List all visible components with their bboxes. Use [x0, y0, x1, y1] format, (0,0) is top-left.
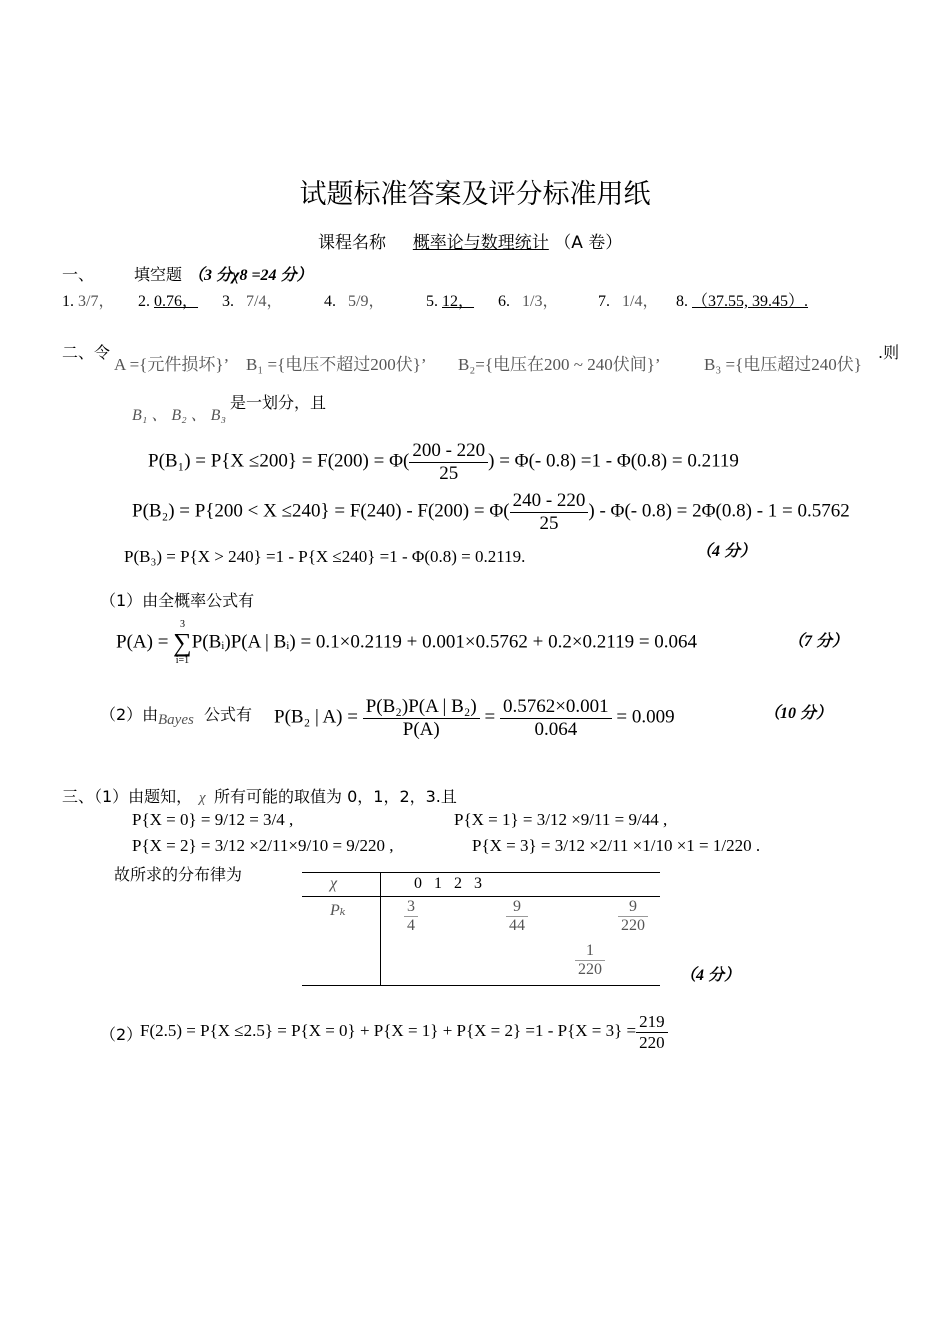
paper-label: （A 卷）	[554, 233, 623, 253]
section1-score: （3 分χ8 =24 分）	[188, 267, 313, 284]
event-b3-def: B₃ ={电压超过240伏}	[704, 355, 862, 374]
section2-score-3: （10 分）	[764, 705, 833, 722]
prob-x0: P{X = 0} = 9/12 = 3/4 ,	[132, 810, 294, 829]
answer-6: 6. 1/3，	[498, 293, 559, 310]
table-bottom-rule	[302, 985, 660, 986]
section3-part2-label: （2）	[100, 1025, 143, 1044]
section1-title: 填空题	[134, 265, 183, 284]
part1-label: （1）由全概率公式有	[100, 591, 255, 610]
bayes-word: Bayes	[158, 712, 194, 728]
event-a-def: A ={元件损坏}’	[114, 355, 230, 374]
section2-score-1: （4 分）	[696, 543, 757, 560]
course-line	[318, 228, 622, 253]
section2-score-2: （7 分）	[788, 633, 849, 650]
distribution-label: 故所求的分布律为	[114, 865, 243, 884]
event-b2-def: B₂={电压在200 ~ 240伏间}’	[458, 355, 661, 374]
partition-vars: B₁ 、 B₂ 、 B₃	[132, 407, 227, 424]
section3-x: χ	[199, 790, 206, 806]
prob-x1: P{X = 1} = 3/12 ×9/11 = 9/44 ,	[454, 810, 668, 829]
course-name: 概率论与数理统计	[412, 233, 549, 253]
table-vertical-rule	[380, 872, 381, 986]
distribution-table	[302, 872, 660, 986]
page-title: 试题标准答案及评分标准用纸	[299, 179, 651, 210]
total-probability-equation: P(A) = 3 ∑ i=1 P(Bᵢ)P(A | Bᵢ) = 0.1×0.2119 + 0.001×0.5762 + 0.2×0.2119 = 0.064	[116, 619, 698, 666]
answer-4: 4. 5/9，	[324, 293, 385, 310]
answer-8: 8. （37.55, 39.45）.	[676, 293, 809, 310]
section3-intro: 三、（1）由题知，	[62, 787, 193, 806]
partition-text: 是一划分，且	[230, 393, 327, 412]
answer-3: 3. 7/4，	[222, 293, 283, 310]
section1-number: 一、	[62, 265, 95, 284]
prob-x2: P{X = 2} = 3/12 ×2/11×9/10 = 9/220 ,	[132, 836, 394, 855]
table-prob-0: $\frac{3}{4}$	[404, 898, 418, 936]
part2-text: 公式有	[204, 705, 253, 724]
event-defs-tail: .则	[878, 343, 900, 362]
cdf-equation: F(2.5) = P{X ≤2.5} = P{X = 0} + P{X = 1} + P{X = 2} =1 - P{X = 3} = $\frac{219}{220}$	[140, 1012, 668, 1052]
answer-2: 2. 0.76，	[138, 293, 199, 310]
equation-pb1: P(B₁) = P{X ≤200} = F(200) = Φ( $\frac{200 - 220}{25}$ ) = Φ(- 0.8) =1 - Φ(0.8) = 0.2119	[148, 440, 739, 484]
table-header-rule	[302, 896, 660, 897]
event-b1-def: B₁ ={电压不超过200伏}’	[246, 355, 427, 374]
table-header-values: 0 1 2 3	[414, 875, 482, 892]
table-header-var: χ	[330, 875, 338, 892]
equation-pb3: P(B₃) = P{X > 240} =1 - P{X ≤240} =1 - Φ(0.8) = 0.2119.	[124, 547, 526, 566]
table-prob-1: $\frac{9}{44}$	[506, 898, 528, 936]
part2-label: （2）由	[100, 705, 159, 724]
table-prob-2: $\frac{9}{220}$	[618, 898, 648, 936]
prob-x3: P{X = 3} = 3/12 ×2/11 ×1/10 ×1 = 1/220 .	[472, 836, 761, 855]
bayes-equation: P(B₂ | A) = $\frac{\text{P(B₂)P(A | B₂)}}{P(A)}$ = $\frac{0.5762\times 0.001}{0.064}$ = 0.009	[274, 696, 675, 740]
answer-1: 1. 3/7，	[62, 293, 115, 310]
table-top-rule	[302, 872, 660, 873]
course-label: 课程名称	[318, 233, 386, 253]
table-row-label: Pₖ	[330, 902, 346, 919]
section3-score: （4 分）	[680, 967, 741, 984]
answer-7: 7. 1/4，	[598, 293, 659, 310]
section3-intro-tail: 所有可能的取值为 0，1，2，3.且	[214, 787, 457, 806]
equation-pb2: P(B₂) = P{200 < X ≤240} = F(240) - F(200) = Φ( $\frac{240 - 220}{25}$ ) - Φ(- 0.8) = 2Φ(0.8) - 1 = 0.5762	[132, 490, 850, 534]
table-prob-3: $\frac{1}{220}$	[575, 942, 605, 980]
answer-5: 5. 12，	[426, 293, 475, 310]
section2-number: 二、令	[62, 343, 111, 362]
